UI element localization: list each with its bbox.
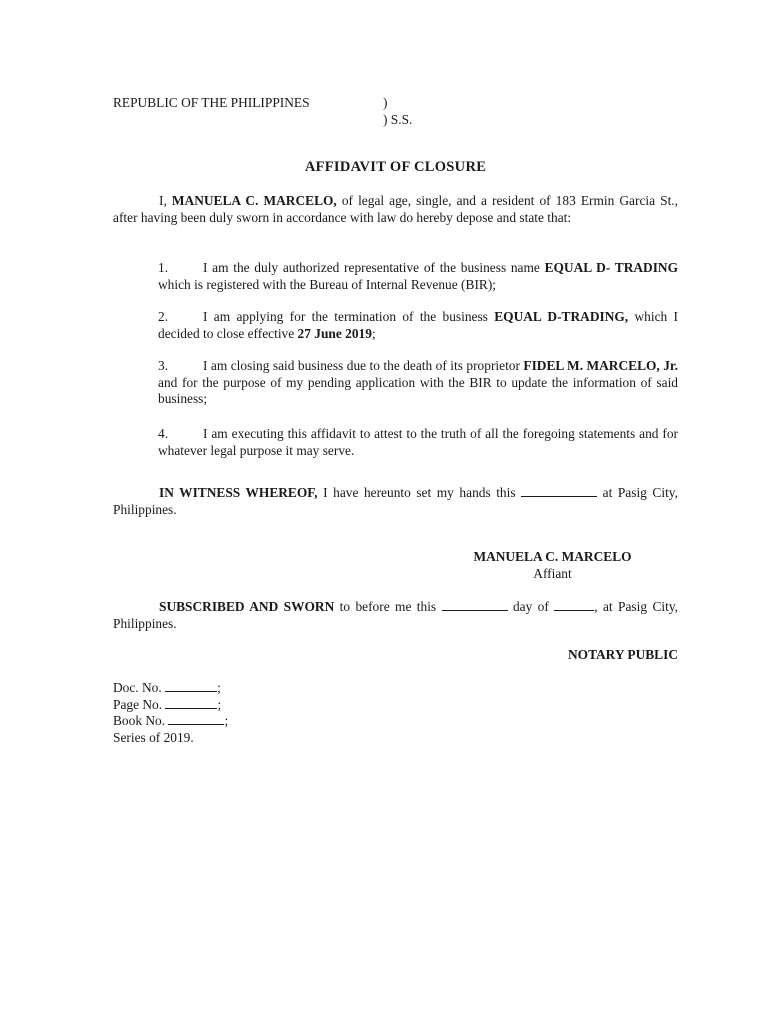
affiant-name-inline: MANUELA C. MARCELO, bbox=[171, 193, 337, 208]
jurat-paragraph: SUBSCRIBED AND SWORN to before me this day of , at Pasig City, Philippines. bbox=[113, 599, 678, 631]
notarial-register-block bbox=[113, 680, 228, 746]
list-item: 1. I am the duly authorized representative of the business name EQUAL D- TRADING which is registered with the Bureau of Internal Revenue (BIR); bbox=[158, 260, 679, 292]
venue-block bbox=[113, 94, 413, 128]
book-no-line: Book No. ; bbox=[113, 713, 229, 728]
series-line: Series of 2019. bbox=[113, 729, 194, 745]
notary-public-label: NOTARY PUBLIC bbox=[567, 647, 678, 662]
list-item: 3. I am closing said business due to the death of its proprietor FIDEL M. MARCELO, Jr. and for the purpose of my pending application with the BIR to update the information of said business; bbox=[158, 358, 678, 406]
affiant-signature-block bbox=[430, 549, 675, 582]
list-item: 2. I am applying for the termination of the business EQUAL D-TRADING, which I decided to close effective 27 June 2019; bbox=[158, 309, 678, 341]
venue-country: REPUBLIC OF THE PHILIPPINES bbox=[113, 95, 310, 110]
affiant-name: MANUELA C. MARCELO bbox=[473, 549, 632, 564]
page-no-line: Page No. ; bbox=[113, 696, 222, 712]
affiant-role: Affiant bbox=[533, 565, 572, 581]
document-title: AFFIDAVIT OF CLOSURE bbox=[304, 159, 487, 175]
venue-paren: ) bbox=[383, 95, 388, 110]
venue-ss: ) S.S. bbox=[383, 112, 413, 127]
month-blank-line bbox=[554, 599, 594, 611]
day-blank-line bbox=[442, 599, 508, 611]
date-blank-line bbox=[521, 485, 597, 497]
doc-no-line: Doc. No. ; bbox=[113, 680, 221, 695]
list-item: 4. I am executing this affidavit to attest to the truth of all the foregoing statements and for whatever legal purpose it may serve. bbox=[158, 426, 678, 458]
witness-paragraph: IN WITNESS WHEREOF, I have hereunto set my hands this at Pasig City, Philippines. bbox=[113, 485, 678, 517]
intro-paragraph: I, MANUELA C. MARCELO, of legal age, single, and a resident of 183 Ermin Garcia St., after having been duly sworn in accordance with law do hereby depose and state that: bbox=[113, 193, 679, 225]
